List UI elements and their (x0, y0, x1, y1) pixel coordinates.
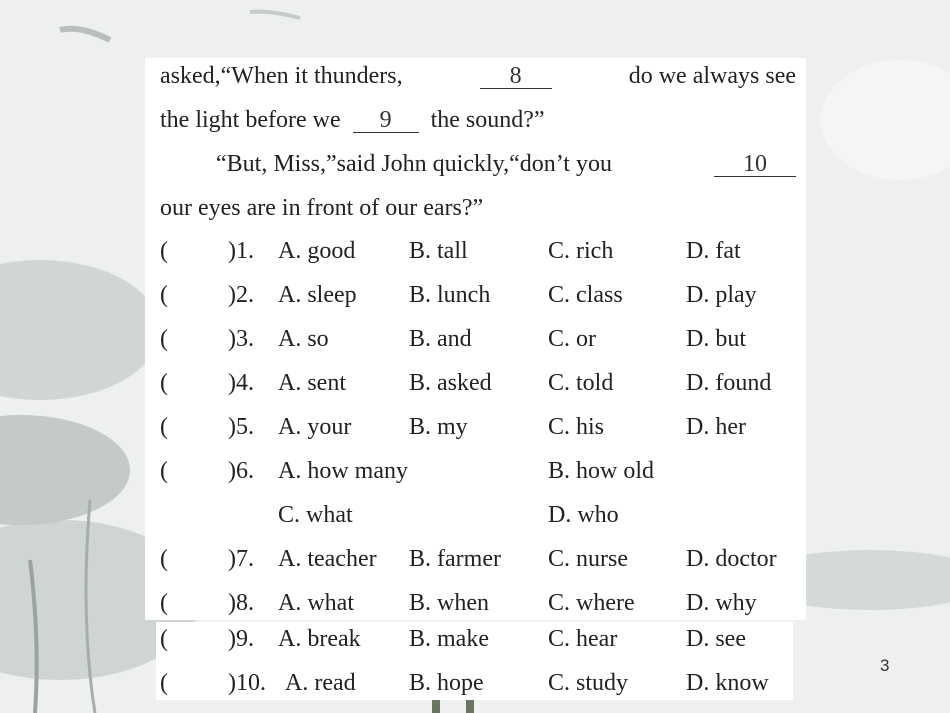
option-a: A. your (278, 414, 352, 440)
option-b: B. hope (409, 670, 484, 696)
option-a: A. sleep (278, 282, 357, 308)
option-b: B. my (409, 414, 468, 440)
passage-text: our eyes are in front of our ears?” (160, 195, 484, 221)
answer-paren: ( (160, 546, 168, 572)
question-10 (160, 668, 800, 698)
answer-paren: ( (160, 626, 168, 652)
question-8 (160, 588, 800, 618)
answer-paren: ( (160, 238, 168, 264)
option-d: D. but (686, 326, 746, 352)
question-number: )7. (228, 546, 254, 572)
option-c: C. his (548, 414, 605, 440)
answer-paren: ( (160, 326, 168, 352)
passage-line-1 (160, 61, 796, 91)
question-number: )9. (228, 626, 254, 652)
passage-text: do we always see (628, 63, 796, 89)
option-d: D. who (548, 502, 619, 528)
question-number: )6. (228, 458, 254, 484)
passage-line-2 (160, 105, 796, 135)
passage-line-4 (160, 193, 796, 223)
answer-paren: ( (160, 458, 168, 484)
option-c: C. class (548, 282, 623, 308)
answer-blank-10: 10 (714, 152, 796, 177)
option-a: A. how many (278, 458, 408, 484)
option-b: B. and (409, 326, 472, 352)
option-b: B. asked (409, 370, 492, 396)
question-6-cont (160, 500, 800, 530)
question-4 (160, 368, 800, 398)
option-a: A. good (278, 238, 356, 264)
passage-text: the sound?” (430, 107, 545, 133)
option-c: C. or (548, 326, 596, 352)
option-c: C. told (548, 370, 614, 396)
option-b: B. make (409, 626, 489, 652)
question-5 (160, 412, 800, 442)
question-7 (160, 544, 800, 574)
option-d: D. doctor (686, 546, 777, 572)
question-number: )4. (228, 370, 254, 396)
answer-paren: ( (160, 414, 168, 440)
option-d: D. know (686, 670, 769, 696)
option-c: C. what (278, 502, 353, 528)
option-c: C. hear (548, 626, 618, 652)
passage-text: the light before we (160, 107, 341, 133)
option-d: D. found (686, 370, 772, 396)
option-d: D. her (686, 414, 746, 440)
option-a: A. break (278, 626, 361, 652)
passage-line-3 (160, 149, 796, 179)
passage-text: “But, Miss,”said John quickly,“don’t you (216, 151, 612, 177)
answer-paren: ( (160, 282, 168, 308)
option-c: C. rich (548, 238, 614, 264)
option-d: D. see (686, 626, 746, 652)
question-number: )10. (228, 670, 266, 696)
question-9 (160, 624, 800, 654)
page-number: 3 (880, 656, 890, 675)
question-number: )3. (228, 326, 254, 352)
option-d: D. fat (686, 238, 741, 264)
option-c: C. where (548, 590, 635, 616)
answer-paren: ( (160, 670, 168, 696)
question-number: )5. (228, 414, 254, 440)
option-d: D. play (686, 282, 757, 308)
question-6 (160, 456, 800, 486)
answer-paren: ( (160, 370, 168, 396)
option-b: B. tall (409, 238, 468, 264)
option-a: A. what (278, 590, 354, 616)
option-a: A. teacher (278, 546, 377, 572)
option-a: A. sent (278, 370, 346, 396)
option-b: B. how old (548, 458, 655, 484)
option-b: B. when (409, 590, 489, 616)
passage-text: asked,“When it thunders, (160, 63, 403, 89)
question-2 (160, 280, 800, 310)
question-number: )8. (228, 590, 254, 616)
option-a: A. read (285, 670, 356, 696)
option-c: C. nurse (548, 546, 628, 572)
option-c: C. study (548, 670, 629, 696)
question-3 (160, 324, 800, 354)
question-number: )1. (228, 238, 254, 264)
option-a: A. so (278, 326, 329, 352)
option-b: B. lunch (409, 282, 491, 308)
option-d: D. why (686, 590, 757, 616)
question-1 (160, 236, 800, 266)
answer-blank-8: 8 (480, 64, 552, 89)
question-number: )2. (228, 282, 254, 308)
answer-blank-9: 9 (353, 108, 419, 133)
option-b: B. farmer (409, 546, 501, 572)
answer-paren: ( (160, 590, 168, 616)
